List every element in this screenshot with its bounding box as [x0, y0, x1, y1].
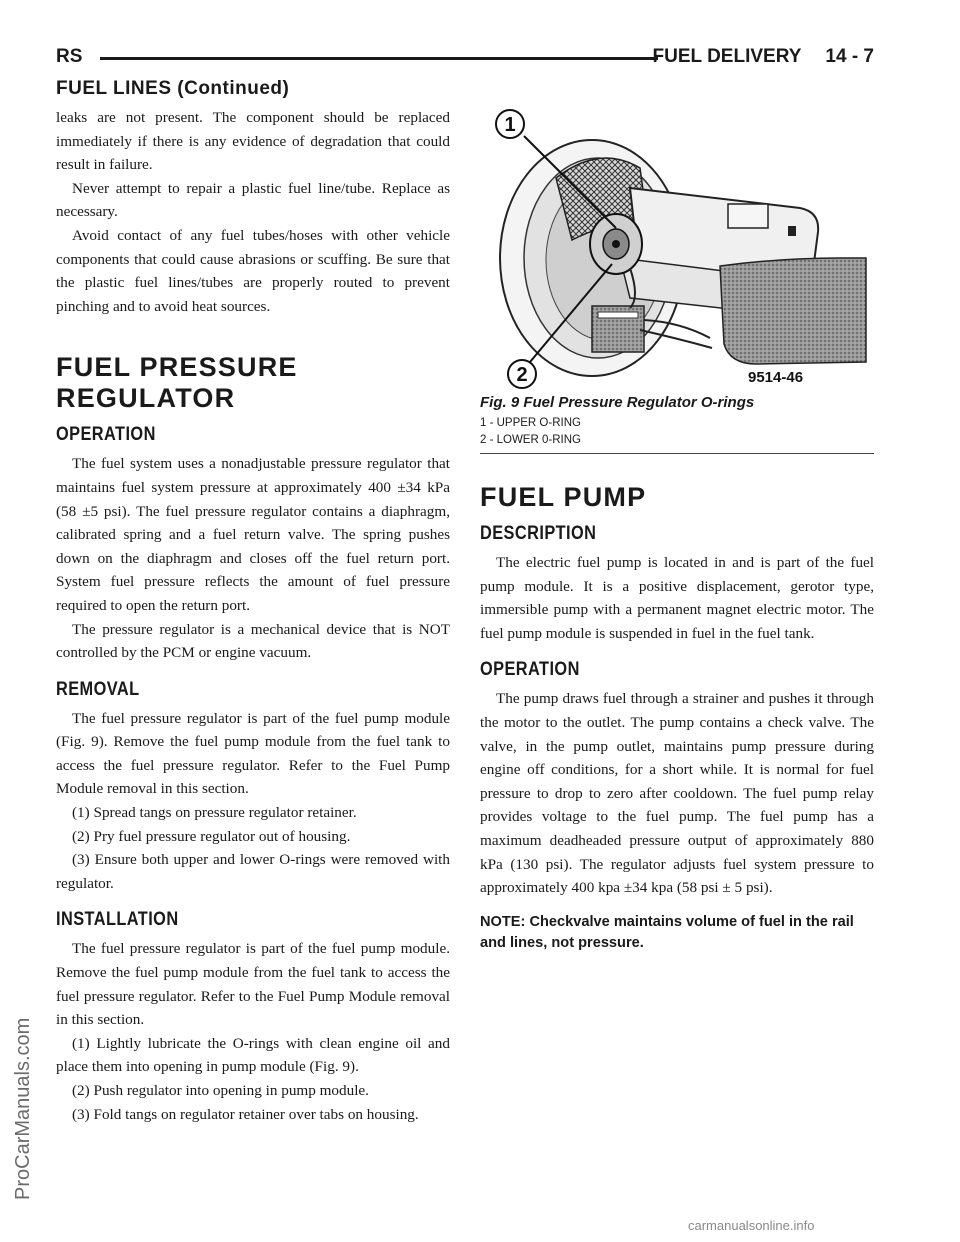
paragraph: The fuel pressure regulator is part of the fuel pump module. Remove the fuel pump module from the fuel tank to access the fuel pressure regulator. Refer to the Fuel Pump Module removal in this section. [56, 940, 450, 1029]
left-column [56, 106, 450, 1126]
step: (2) Push regulator into opening in pump module. [72, 1082, 369, 1099]
step: (1) Lightly lubricate the O-rings with clean engine oil and place them into opening in pump module (Fig. 9). [56, 1034, 450, 1076]
subsection-title: OPERATION [56, 424, 156, 446]
header-right [653, 46, 874, 68]
footer-watermark: carmanualsonline.info [688, 1218, 815, 1233]
legend-item: 2 - LOWER 0-RING [480, 434, 581, 446]
figure-code: 9514-46 [748, 369, 804, 386]
side-watermark: ProCarManuals.com [12, 1017, 34, 1200]
paragraph: Avoid contact of any fuel tubes/hoses with other vehicle components that could cause abrasions or scuffing. Be sure that the plastic fuel lines/tubes are properly routed to prevent pinching and to avoid heat sources. [56, 226, 450, 315]
paragraph: The electric fuel pump is located in and is part of the fuel pump module. It is a positive displacement, gerotor type, immersible pump with a permanent magnet electric motor. The fuel pump module is suspended in fuel in the fuel tank. [480, 554, 874, 642]
header-model: RS [56, 46, 83, 67]
header-rule [100, 57, 658, 60]
paragraph: The pressure regulator is a mechanical device that is NOT controlled by the PCM or engine vacuum. [56, 620, 450, 662]
step: (1) Spread tangs on pressure regulator retainer. [72, 804, 357, 822]
section-title: FUEL PRESSURE REGULATOR [56, 352, 298, 414]
paragraph: The fuel system uses a nonadjustable pressure regulator that maintains fuel system pressure at approximately 400 ±34 kPa (58 ±5 psi). The fuel pressure regulator contains a diaphragm, calibrated spring and a fuel return valve. The spring pushes down on the diaphragm and closes off the fuel return port. System fuel pressure reflects the amount of fuel pressure required to open the return port. [56, 455, 450, 614]
figure-rule [480, 453, 874, 454]
paragraph: The pump draws fuel through a strainer and pushes it through the motor to the outlet. The pump contains a check valve. The valve, in the pump outlet, maintains pump pressure during engine off conditions, for a short while. It is normal for fuel pressure to drop to zero after cooldown. The fuel pump relay provides voltage to the fuel pump. The fuel pump has a maximum deadheaded pressure output of approximately 880 kPa (130 psi). The regulator adjusts fuel system pressure to approximately 400 kpa ±34 kpa (58 psi ± 5 psi). [480, 690, 874, 897]
right-column [480, 108, 874, 954]
figure-9 [480, 108, 874, 390]
step: (3) Fold tangs on regulator retainer over tabs on housing. [72, 1105, 419, 1123]
subsection-title: OPERATION [480, 659, 580, 681]
callout-1-label: 1 [504, 114, 516, 136]
continued-heading: FUEL LINES (Continued) [56, 78, 290, 99]
paragraph: leaks are not present. The component should be replaced immediately if there is any evidence of degradation that could result in failure. [56, 109, 450, 174]
callout-2-label: 2 [516, 364, 528, 386]
figure-caption: Fig. 9 Fuel Pressure Regulator O-rings [480, 394, 755, 411]
fuel-hose [720, 258, 866, 364]
header-page-number: 14 - 7 [825, 46, 874, 67]
step: (2) Pry fuel pressure regulator out of housing. [72, 827, 351, 845]
subsection-title: REMOVAL [56, 678, 140, 700]
figure-legend [480, 415, 874, 449]
paragraph: The fuel pressure regulator is part of the fuel pump module (Fig. 9). Remove the fuel pump module from the fuel tank to access the fuel pressure regulator. Refer to the Fuel Pump Module removal in this section. [56, 709, 450, 798]
paragraph: Never attempt to repair a plastic fuel line/tube. Replace as necessary. [56, 179, 450, 221]
note: NOTE: Checkvalve maintains volume of fuel in the rail and lines, not pressure. [480, 913, 854, 951]
header-section: FUEL DELIVERY [652, 46, 802, 67]
subsection-title: INSTALLATION [56, 909, 179, 931]
subsection-title: DESCRIPTION [480, 523, 597, 544]
step: (3) Ensure both upper and lower O-rings were removed with regulator. [56, 851, 450, 892]
fuel-pressure-regulator-illustration [480, 108, 874, 390]
section-title: FUEL PUMP [480, 482, 647, 512]
legend-item: 1 - UPPER O-RING [480, 417, 581, 429]
